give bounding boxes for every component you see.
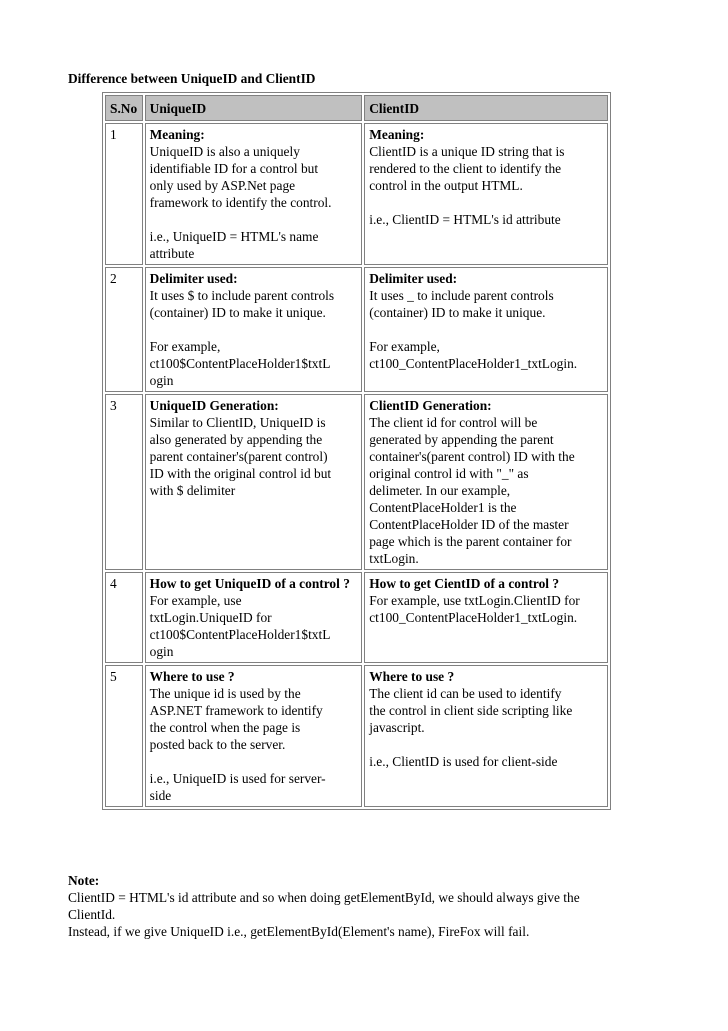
cell-clientid [364,123,608,265]
cell-uniqueid [145,394,363,570]
cell-line: with $ delimiter [149,483,236,498]
cell-sno: 5 [105,665,143,807]
paragraph-gap [369,321,604,338]
cell-line: txtLogin.UniqueID for [149,610,272,625]
note-line: Instead, if we give UniqueID i.e., getElementById(Element's name), FireFox will fail. [68,924,530,939]
cell-line: The client id can be used to identify [369,686,562,701]
cell-line: Similar to ClientID, UniqueID is [149,415,326,430]
cell-title: Meaning: [369,127,425,142]
cell-line: also generated by appending the [149,432,323,447]
cell-title: How to get CientID of a control ? [369,576,560,591]
comparison-table [102,92,611,810]
paragraph-gap [150,753,359,770]
table-body [105,123,608,807]
cell-line: txtLogin. [369,551,419,566]
cell-uniqueid [145,123,363,265]
note-line: ClientId. [68,907,116,922]
cell-line: container's(parent control) ID with the [369,449,575,464]
cell-line: posted back to the server. [149,737,286,752]
cell-line: UniqueID is also a uniquely [149,144,300,159]
note-line: ClientID = HTML's id attribute and so when doing getElementById, we should always give the [68,890,580,905]
note-title: Note: [68,873,100,888]
cell-line: identifiable ID for a control but [149,161,319,176]
cell-line: ogin [149,373,174,388]
cell-line: ClientID is a unique ID string that is [369,144,565,159]
cell-line: side [149,788,172,803]
cell-line: For example, use [149,593,242,608]
header-clientid: ClientID [364,95,608,121]
table-header-row [105,95,608,121]
cell-line: For example, [149,339,221,354]
cell-line: i.e., UniqueID = HTML's name [149,229,319,244]
cell-line: ct100$ContentPlaceHolder1$txtL [149,627,331,642]
header-sno: S.No [105,95,143,121]
cell-title: Meaning: [149,127,205,142]
cell-clientid [364,267,608,392]
cell-line: ct100_ContentPlaceHolder1_txtLogin. [369,610,578,625]
cell-line: For example, [369,339,440,354]
table-row [105,267,608,392]
cell-line: ct100_ContentPlaceHolder1_txtLogin. [369,356,578,371]
cell-line: attribute [149,246,195,261]
cell-clientid [364,665,608,807]
cell-line: original control id with "_" as [369,466,529,481]
cell-line: ASP.NET framework to identify [149,703,323,718]
paragraph-gap [369,736,604,753]
cell-line: ct100$ContentPlaceHolder1$txtL [149,356,331,371]
document-heading: Difference between UniqueID and ClientID [68,71,316,86]
cell-line: generated by appending the parent [369,432,554,447]
cell-line: ID with the original control id but [149,466,332,481]
cell-title: ClientID Generation: [369,398,492,413]
cell-line: ogin [149,644,174,659]
cell-clientid [364,572,608,663]
cell-line: The unique id is used by the [149,686,301,701]
cell-title: UniqueID Generation: [149,398,279,413]
cell-uniqueid [145,267,363,392]
cell-sno: 2 [105,267,143,392]
cell-sno: 4 [105,572,143,663]
cell-uniqueid [145,665,363,807]
cell-line: the control when the page is [149,720,301,735]
cell-line: the control in client side scripting like [369,703,573,718]
note-section [68,872,668,940]
cell-line: (container) ID to make it unique. [149,305,326,320]
cell-line: only used by ASP.Net page [149,178,296,193]
table-row [105,572,608,663]
cell-title: Delimiter used: [149,271,238,286]
cell-line: i.e., ClientID = HTML's id attribute [369,212,561,227]
cell-line: i.e., UniqueID is used for server- [149,771,326,786]
cell-line: ContentPlaceHolder1 is the [369,500,517,515]
cell-uniqueid [145,572,363,663]
cell-line: framework to identify the control. [149,195,332,210]
cell-sno: 3 [105,394,143,570]
cell-title: How to get UniqueID of a control ? [149,576,350,591]
table-row [105,665,608,807]
cell-line: delimeter. In our example, [369,483,511,498]
cell-title: Where to use ? [149,669,235,684]
cell-clientid [364,394,608,570]
cell-line: ContentPlaceHolder ID of the master [369,517,569,532]
cell-line: rendered to the client to identify the [369,161,562,176]
cell-line: i.e., ClientID is used for client-side [369,754,558,769]
cell-line: It uses _ to include parent controls [369,288,554,303]
table-row [105,123,608,265]
table-row [105,394,608,570]
paragraph-gap [150,211,359,228]
cell-line: The client id for control will be [369,415,538,430]
cell-line: (container) ID to make it unique. [369,305,546,320]
cell-sno: 1 [105,123,143,265]
cell-line: javascript. [369,720,425,735]
header-uniqueid: UniqueID [145,95,363,121]
cell-line: page which is the parent container for [369,534,572,549]
paragraph-gap [369,194,604,211]
cell-line: It uses $ to include parent controls [149,288,335,303]
cell-title: Delimiter used: [369,271,458,286]
cell-line: control in the output HTML. [369,178,523,193]
cell-title: Where to use ? [369,669,455,684]
cell-line: parent container's(parent control) [149,449,328,464]
cell-line: For example, use txtLogin.ClientID for [369,593,580,608]
paragraph-gap [150,321,359,338]
